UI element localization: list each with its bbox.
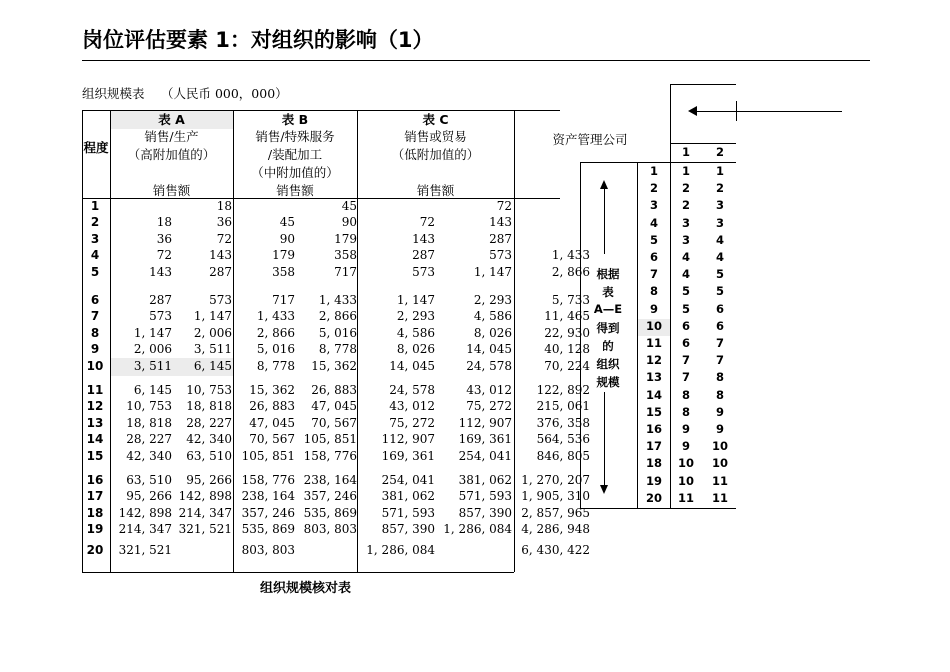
lookup-col-2: 6 [715, 301, 724, 316]
vertical-text: 组织 [596, 357, 620, 371]
cell-c2: 573 [489, 248, 512, 263]
lookup-level: 16 [645, 422, 662, 436]
lookup-col-2: 7 [715, 353, 724, 368]
cell-a2: 287 [209, 264, 232, 279]
row-level: 11 [86, 383, 104, 397]
vertical-arrow-line-top [604, 188, 605, 254]
cell-a1: 142, 898 [118, 505, 172, 520]
cell-b1: 357, 246 [241, 505, 295, 520]
cell-b1: 45 [279, 215, 295, 230]
cell-c2: 143 [489, 215, 512, 230]
row-level: 8 [90, 325, 100, 340]
cell-c2: 75, 272 [466, 399, 512, 414]
lookup-level: 7 [649, 267, 658, 282]
table-c-sub: 销售额 [416, 183, 455, 198]
cell-b1: 179 [272, 248, 295, 263]
cell-c2: 72 [496, 199, 512, 213]
cell-d: 5, 733 [551, 293, 590, 307]
cell-c1: 75, 272 [389, 415, 435, 430]
cell-b1: 358 [272, 264, 295, 279]
row-level: 5 [90, 264, 100, 279]
lookup-col-2: 8 [715, 370, 724, 385]
cell-c1: 573 [412, 264, 435, 279]
cell-d: 4, 286, 948 [521, 522, 590, 537]
lookup-level: 18 [645, 456, 662, 471]
cell-a1: 214, 347 [118, 522, 172, 537]
cell-c1: 8, 026 [396, 342, 435, 357]
cell-b2: 5, 016 [318, 325, 357, 340]
cell-a2: 321, 521 [178, 522, 232, 537]
lookup-col-1: 3 [681, 215, 690, 230]
row-level: 4 [90, 248, 100, 263]
lookup-col-1: 2 [681, 181, 690, 196]
lookup-col-1: 1 [681, 164, 690, 178]
cell-d: 1, 270, 207 [521, 473, 590, 487]
cell-a2: 28, 227 [186, 415, 232, 430]
lookup-col-1: 6 [681, 336, 690, 350]
cell-a2: 1, 147 [193, 309, 232, 324]
lookup-col-2: 9 [715, 422, 724, 436]
row-level: 15 [86, 448, 104, 463]
vertical-arrow-line-bottom [604, 392, 605, 486]
lookup-level: 15 [645, 404, 662, 419]
arrow-line [690, 111, 842, 112]
title-rule [82, 60, 870, 61]
cell-c2: 571, 593 [458, 489, 512, 504]
cell-b1: 2, 866 [256, 325, 295, 340]
lookup-col-2: 11 [711, 473, 728, 488]
cell-b1: 90 [279, 231, 295, 246]
lookup-col-1: 7 [681, 370, 690, 385]
up-arrow-icon [600, 180, 608, 189]
lookup-col-2: 7 [715, 336, 724, 350]
lookup-level: 13 [645, 370, 662, 385]
cell-b2: 70, 567 [311, 415, 357, 430]
vertical-text: A—E [593, 302, 623, 316]
cell-c2: 254, 041 [458, 448, 512, 463]
lookup-col-2: 8 [715, 387, 724, 402]
cell-c1: 24, 578 [389, 383, 435, 397]
cell-b2: 26, 883 [311, 383, 357, 397]
table-a-desc: （高附加值的） [127, 147, 216, 162]
cell-a2: 18, 818 [186, 399, 232, 414]
lookup-col-1: 9 [681, 422, 690, 436]
left-arrow-icon [688, 106, 697, 116]
row-level: 9 [90, 342, 100, 357]
cell-c1: 72 [419, 215, 435, 230]
cell-a1: 2, 006 [133, 342, 172, 357]
cell-a2: 573 [209, 293, 232, 307]
cell-c1: 254, 041 [381, 473, 435, 487]
row-level: 10 [86, 358, 104, 373]
lookup-level: 12 [645, 353, 662, 368]
cell-b2: 47, 045 [311, 399, 357, 414]
cell-b2: 358 [334, 248, 357, 263]
lookup-col-2: 11 [711, 490, 728, 505]
lookup-col-2: 4 [715, 232, 724, 247]
lookup-col-1: 8 [681, 387, 690, 402]
row-level: 6 [90, 293, 100, 307]
cell-a2: 2, 006 [193, 325, 232, 340]
lookup-level: 3 [649, 198, 658, 213]
lookup-col-1: 8 [681, 404, 690, 419]
cell-a2: 10, 753 [186, 383, 232, 397]
cell-b2: 105, 851 [303, 432, 357, 447]
unit-note: 组织规模表 （人民币 000，000） [82, 86, 288, 101]
panel-top-line [670, 84, 736, 85]
table-b-desc: （中附加值的） [251, 165, 339, 180]
cell-d: 11, 465 [544, 309, 590, 324]
cell-a2: 42, 340 [186, 432, 232, 447]
cell-c2: 8, 026 [473, 325, 512, 340]
cell-b2: 90 [341, 215, 357, 230]
down-arrow-icon [600, 485, 608, 494]
cell-a1: 72 [156, 248, 172, 263]
lookup-col-1: 3 [681, 232, 690, 247]
cell-b1: 8, 778 [256, 358, 295, 373]
table-b-name: 表 B [281, 112, 309, 127]
cell-d: 846, 805 [536, 448, 590, 463]
lookup-level: 8 [649, 284, 658, 299]
col-c-line [514, 110, 515, 572]
cell-a1: 63, 510 [126, 473, 172, 487]
lookup-level: 10 [645, 318, 662, 333]
cell-b1: 238, 164 [241, 489, 295, 504]
vertical-text: 得到 [596, 321, 620, 335]
row-level: 2 [90, 215, 100, 230]
row-level: 12 [86, 399, 104, 414]
cell-c1: 143 [412, 231, 435, 246]
row-level: 3 [90, 231, 100, 246]
lookup-col-2: 10 [711, 439, 728, 454]
cell-b2: 535, 869 [303, 505, 357, 520]
cell-d: 70, 224 [544, 358, 590, 373]
cell-a2: 63, 510 [186, 448, 232, 463]
lookup-level: 11 [645, 336, 662, 350]
cell-b2: 8, 778 [318, 342, 357, 357]
vertical-text: 表 [602, 285, 614, 299]
cell-c1: 169, 361 [381, 448, 435, 463]
lookup-level: 19 [645, 473, 662, 488]
lookup-col-1: 9 [681, 439, 690, 454]
cell-c1: 112, 907 [381, 432, 435, 447]
lookup-level: 17 [645, 439, 662, 454]
table-b-desc: 销售/特殊服务 [255, 129, 335, 144]
col-b-line [357, 110, 358, 572]
cell-b1: 803, 803 [241, 542, 295, 557]
cell-c1: 571, 593 [381, 505, 435, 520]
table-c-name: 表 C [422, 112, 449, 127]
cell-c1: 14, 045 [389, 358, 435, 373]
cell-c1: 2, 293 [396, 309, 435, 324]
cell-b1: 5, 016 [256, 342, 295, 357]
cell-c1: 4, 586 [396, 325, 435, 340]
cell-b2: 2, 866 [318, 309, 357, 324]
lookup-col-1: 10 [677, 473, 694, 488]
cell-a1: 143 [149, 264, 172, 279]
cell-b2: 357, 246 [303, 489, 357, 504]
cell-b1: 70, 567 [249, 432, 295, 447]
table-a-sub: 销售额 [152, 183, 191, 198]
cell-a1: 287 [149, 293, 172, 307]
cell-d: 22, 930 [544, 325, 590, 340]
cell-b2: 717 [334, 264, 357, 279]
cell-a1: 321, 521 [118, 542, 172, 557]
page-title: 岗位评估要素 1：对组织的影响（1） [82, 28, 434, 52]
lookup-col-1: 5 [681, 301, 690, 316]
col-header-1: 1 [681, 145, 690, 159]
cell-c2: 43, 012 [466, 383, 512, 397]
row-level: 20 [86, 542, 104, 557]
row-level: 14 [86, 432, 104, 447]
table-a-name: 表 A [158, 112, 185, 127]
cell-c1: 43, 012 [389, 399, 435, 414]
lookup-col-1: 5 [681, 284, 690, 299]
cell-c2: 14, 045 [466, 342, 512, 357]
cell-c1: 381, 062 [381, 489, 435, 504]
lookup-col-2: 4 [715, 250, 724, 264]
panel-subheader-line [580, 162, 736, 163]
arrow-tick [736, 101, 737, 121]
table-b-sub: 销售额 [276, 183, 314, 198]
cell-c2: 112, 907 [458, 415, 512, 430]
cell-a1: 28, 227 [126, 432, 172, 447]
cell-a1: 18 [156, 215, 172, 230]
cell-a1: 42, 340 [126, 448, 172, 463]
row-level: 13 [86, 415, 104, 430]
cell-b1: 535, 869 [241, 522, 295, 537]
lookup-col-1: 7 [681, 353, 690, 368]
panel-left-line [580, 162, 581, 508]
col-header-2: 2 [715, 145, 724, 159]
table-d-desc: 资产管理公司 [552, 132, 628, 147]
cell-a2: 214, 347 [178, 505, 232, 520]
cell-c2: 1, 147 [473, 264, 512, 279]
lookup-level: 2 [649, 181, 658, 196]
cell-a2: 36 [216, 215, 232, 230]
table-b-desc: /装配加工 [267, 147, 323, 162]
table-c-desc: 销售或贸易 [404, 129, 467, 144]
cell-b1: 15, 362 [249, 383, 295, 397]
vertical-text: 规模 [596, 375, 620, 389]
cell-a2: 3, 511 [193, 342, 232, 357]
row-level: 7 [90, 309, 100, 324]
cell-a1: 573 [149, 309, 172, 324]
lookup-col-1: 4 [681, 267, 690, 282]
cell-b2: 1, 433 [318, 293, 357, 307]
level-col-line [110, 110, 111, 572]
lookup-col-1: 2 [681, 198, 690, 213]
cell-c1: 287 [412, 248, 435, 263]
row-level: 19 [86, 522, 104, 537]
table-caption: 组织规模核对表 [260, 581, 352, 596]
cell-b2: 158, 776 [303, 448, 357, 463]
cell-a1: 95, 266 [126, 489, 172, 504]
vertical-text: 根据 [596, 267, 620, 281]
lookup-col-1: 10 [677, 456, 694, 471]
cell-c2: 381, 062 [458, 473, 512, 487]
cell-a2: 143 [209, 248, 232, 263]
lookup-col-1: 4 [681, 250, 690, 264]
lookup-level: 14 [645, 387, 662, 402]
lookup-col-2: 6 [715, 318, 724, 333]
lookup-col-2: 3 [715, 215, 724, 230]
cell-d: 215, 061 [536, 399, 590, 414]
cell-a2: 142, 898 [178, 489, 232, 504]
cell-a2: 6, 145 [193, 358, 232, 373]
cell-d: 2, 857, 965 [521, 505, 590, 520]
panel-bottom-line [580, 508, 736, 509]
row-level: 16 [86, 473, 104, 487]
cell-c1: 1, 286, 084 [366, 542, 435, 557]
cell-a2: 18 [216, 199, 232, 213]
row-level: 1 [90, 199, 100, 213]
cell-b2: 803, 803 [303, 522, 357, 537]
lookup-col-1: 6 [681, 318, 690, 333]
cell-d: 40, 128 [544, 342, 590, 357]
cell-a1: 36 [156, 231, 172, 246]
lookup-col-2: 5 [715, 267, 724, 282]
vertical-text: 的 [602, 339, 614, 353]
panel-header-line [670, 143, 736, 144]
lookup-level: 9 [649, 301, 658, 316]
cell-c2: 2, 293 [473, 293, 512, 307]
lookup-col-2: 9 [715, 404, 724, 419]
cell-c2: 24, 578 [466, 358, 512, 373]
cell-b1: 47, 045 [249, 415, 295, 430]
cell-c2: 857, 390 [458, 505, 512, 520]
lookup-col-2: 1 [715, 164, 724, 178]
cell-c2: 4, 586 [473, 309, 512, 324]
cell-c2: 169, 361 [458, 432, 512, 447]
cell-b2: 238, 164 [303, 473, 357, 487]
cell-b1: 717 [272, 293, 295, 307]
lookup-level: 6 [649, 250, 658, 264]
cell-c1: 1, 147 [396, 293, 435, 307]
cell-b2: 45 [341, 199, 357, 213]
cell-c1: 857, 390 [381, 522, 435, 537]
cell-b1: 26, 883 [249, 399, 295, 414]
table-a-desc: 销售/生产 [144, 129, 199, 144]
cell-b1: 105, 851 [241, 448, 295, 463]
level-header: 程度 [83, 140, 109, 155]
cell-a2: 95, 266 [186, 473, 232, 487]
cell-c2: 1, 286, 084 [443, 522, 512, 537]
cell-d: 122, 892 [536, 383, 590, 397]
cell-a1: 3, 511 [133, 358, 172, 373]
lookup-level: 4 [649, 215, 658, 230]
cell-a2: 72 [216, 231, 232, 246]
cell-a1: 18, 818 [126, 415, 172, 430]
cell-b2: 15, 362 [311, 358, 357, 373]
cell-d: 6, 430, 422 [521, 542, 590, 557]
cell-a1: 10, 753 [126, 399, 172, 414]
cell-d: 376, 358 [536, 415, 590, 430]
cell-d: 2, 866 [551, 264, 590, 279]
lookup-col-2: 2 [715, 181, 724, 196]
cell-b1: 1, 433 [256, 309, 295, 324]
lookup-level: 20 [645, 490, 662, 505]
lookup-col-1: 11 [677, 490, 694, 505]
table-c-desc: （低附加值的） [391, 147, 480, 162]
panel-inner-line [670, 84, 671, 508]
cell-c2: 287 [489, 231, 512, 246]
table-bottom-line [82, 572, 514, 573]
cell-d: 564, 536 [536, 432, 590, 447]
cell-a1: 6, 145 [133, 383, 172, 397]
cell-b2: 179 [334, 231, 357, 246]
lookup-level: 5 [649, 232, 658, 247]
row-level: 17 [86, 489, 104, 504]
lookup-level: 1 [649, 164, 658, 178]
cell-d: 1, 433 [551, 248, 590, 263]
cell-d: 1, 905, 310 [521, 489, 590, 504]
row-level: 18 [86, 505, 104, 520]
lookup-col-2: 3 [715, 198, 724, 213]
cell-b1: 158, 776 [241, 473, 295, 487]
cell-a1: 1, 147 [133, 325, 172, 340]
lookup-col-2: 5 [715, 284, 724, 299]
lookup-col-2: 10 [711, 456, 728, 471]
